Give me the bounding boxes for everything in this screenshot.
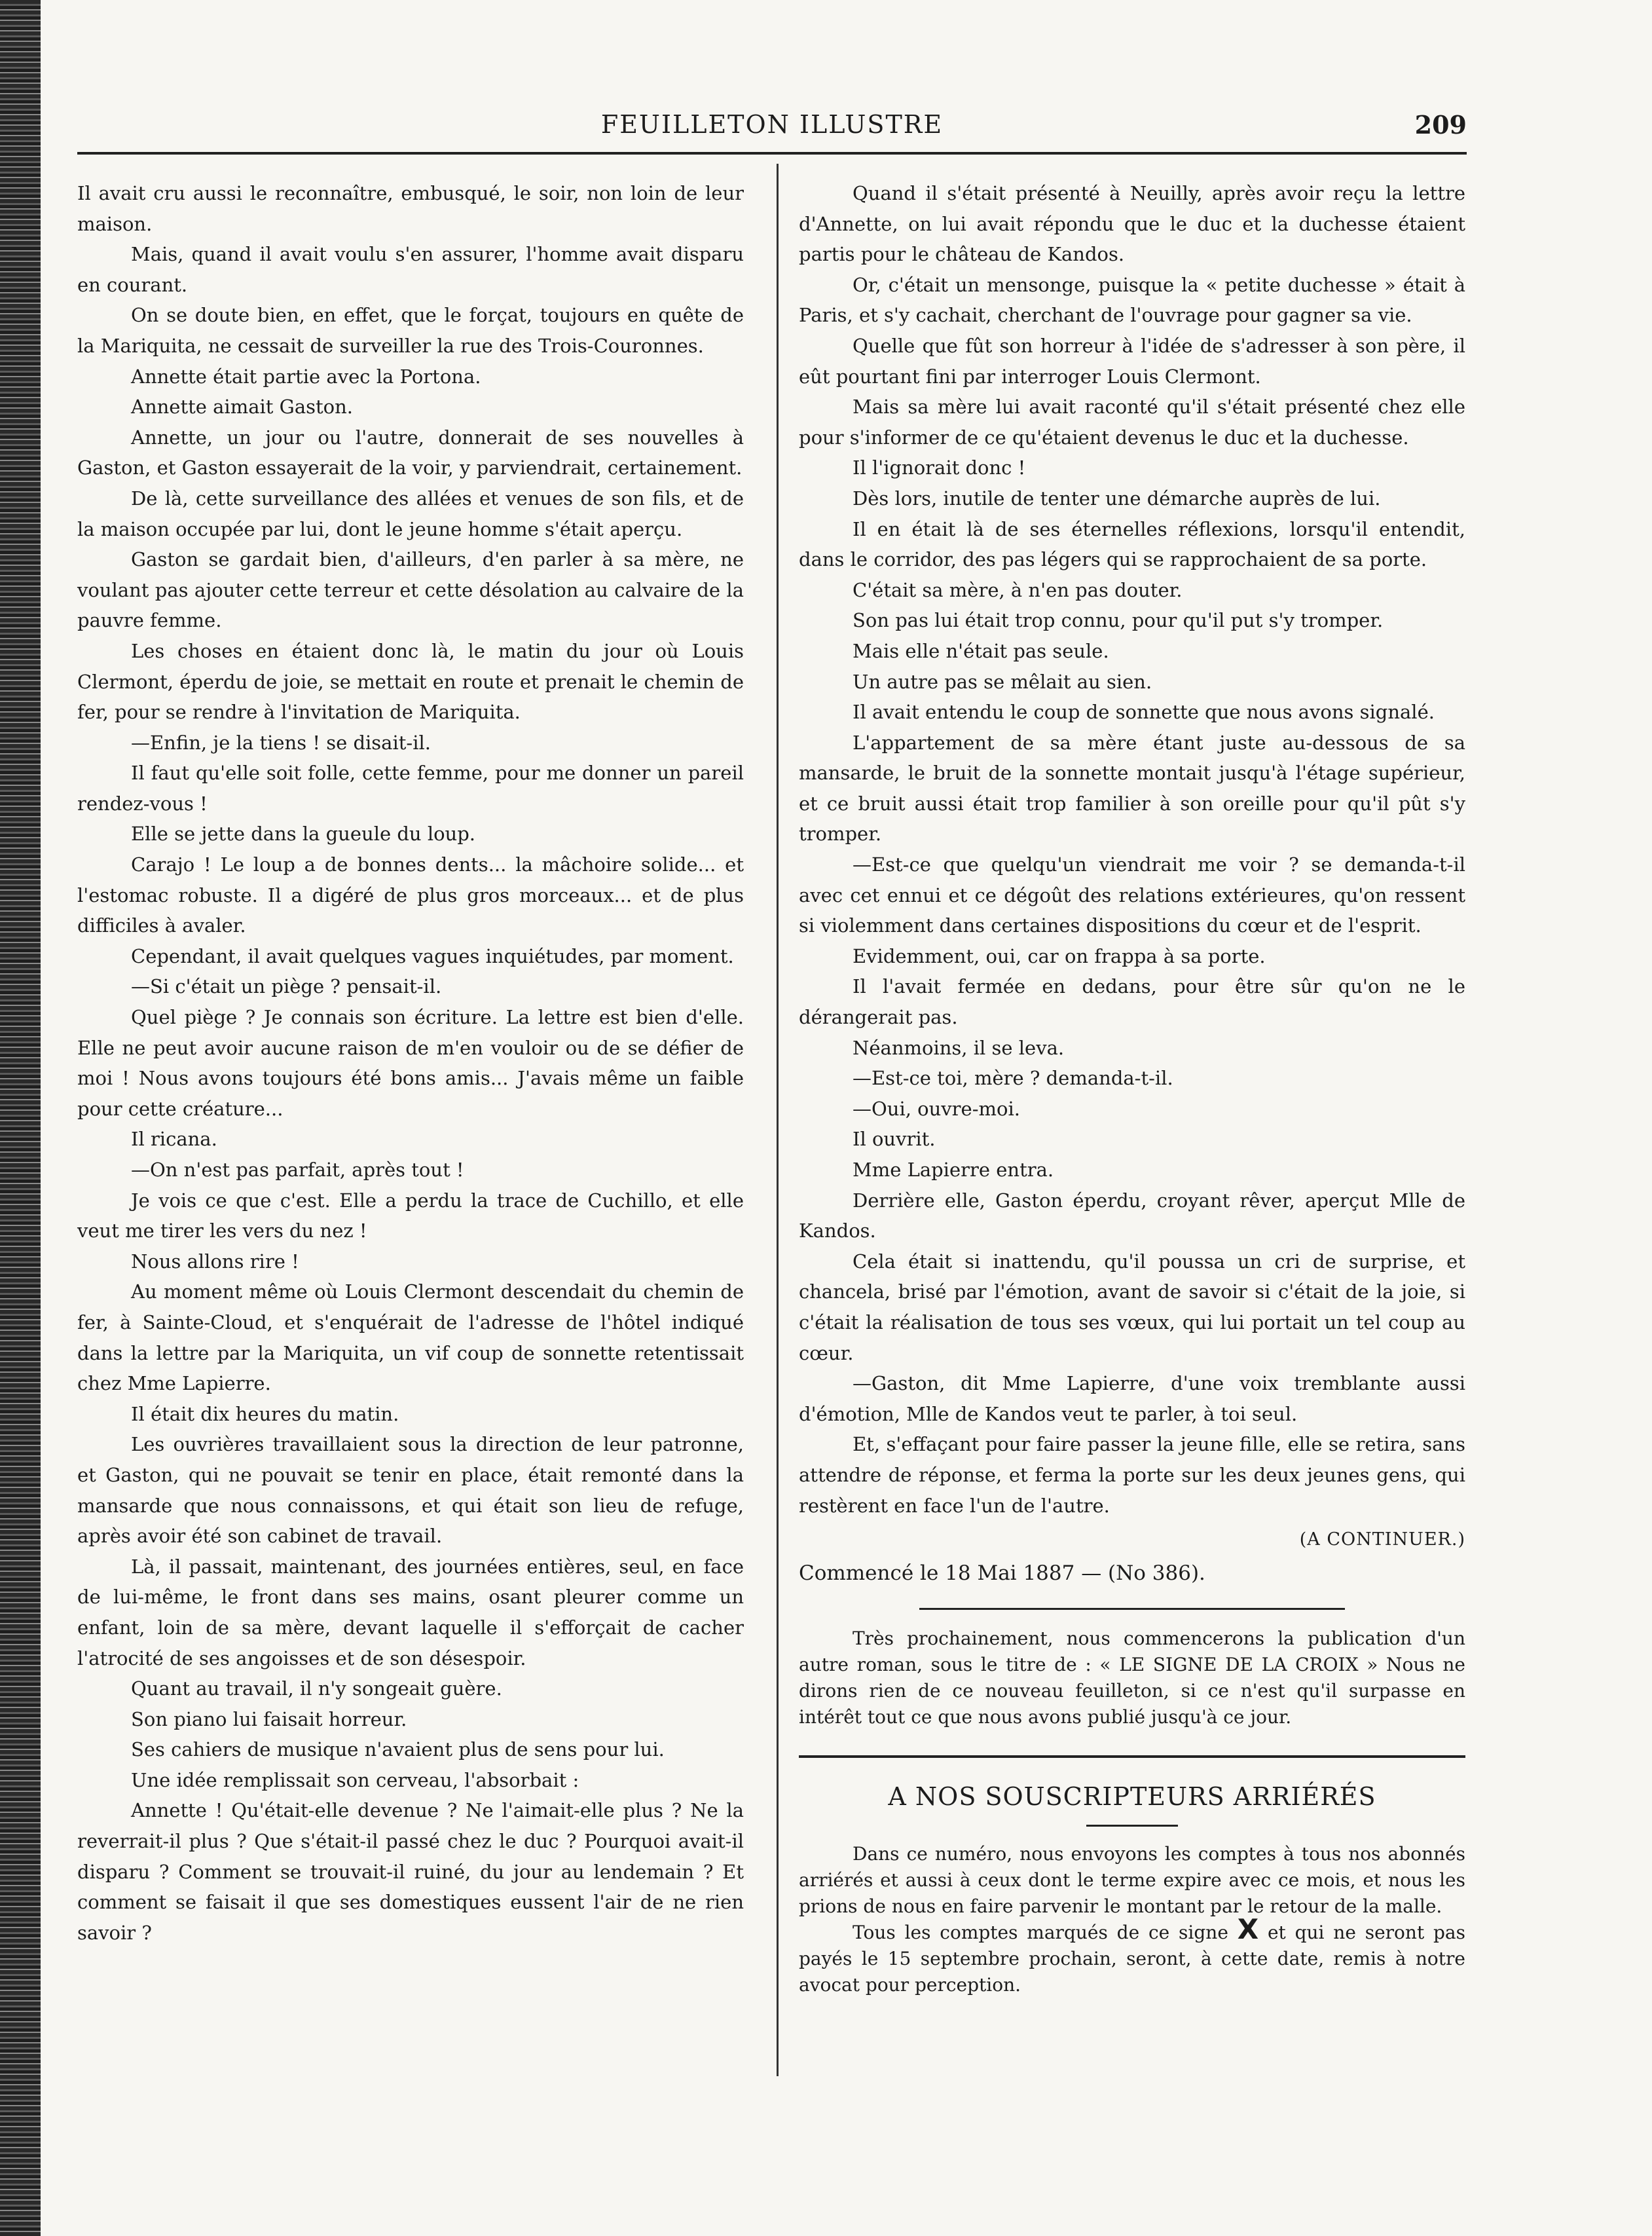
paragraph: Or, c'était un mensonge, puisque la « petite duchesse » était à Paris, et s'y cachait, cherchant de l'ouvrage pour gagner sa vie. — [799, 273, 1465, 327]
paragraph: Et, s'effaçant pour faire passer la jeune fille, elle se retira, sans attendre de réponse, et ferma la porte sur les deux jeunes gens, qui restèrent en face l'un de l'autre. — [799, 1433, 1465, 1517]
paragraph: Il en était là de ses éternelles réflexions, lorsqu'il entendit, dans le corridor, des pas légers qui se rapprochaient de sa porte. — [799, 517, 1465, 571]
paragraph: —On n'est pas parfait, après tout ! — [131, 1159, 464, 1181]
header-rule — [77, 152, 1467, 155]
title-rule — [1086, 1825, 1178, 1827]
paragraph: Mais, quand il avait voulu s'en assurer, l'homme avait disparu en courant. — [77, 243, 744, 296]
paragraph: Il ricana. — [131, 1128, 217, 1151]
paragraph: —Oui, ouvre-moi. — [853, 1097, 1020, 1120]
paragraph: C'était sa mère, à n'en pas douter. — [853, 578, 1183, 601]
subscribers-notice — [799, 1780, 1465, 1998]
paragraph: Mme Lapierre entra. — [853, 1159, 1054, 1181]
right-column — [799, 178, 1465, 1998]
paragraph: Quant au travail, il n'y songeait guère. — [131, 1677, 502, 1700]
paragraph: Néanmoins, il se leva. — [853, 1036, 1065, 1059]
paragraph: On se doute bien, en effet, que le forçat, toujours en quête de la Mariquita, ne cessait de surveiller la rue des Trois-Couronnes. — [77, 304, 744, 357]
column-divider — [777, 164, 779, 2076]
paragraph: Son pas lui était trop connu, pour qu'il put s'y tromper. — [853, 609, 1384, 632]
paragraph: Son piano lui faisait horreur. — [131, 1707, 407, 1730]
paragraph: Il faut qu'elle soit folle, cette femme, pour me donner un pareil rendez-vous ! — [77, 762, 744, 815]
paragraph: Annette ! Qu'était-elle devenue ? Ne l'aimait-elle plus ? Ne la reverrait-il plus ? Que s'était-il passé chez le duc ? Pourquoi avait-il disparu ? Comment se trouvait-il ruiné, du jour au lendemain ? Et comment se faisait il que ses domestiques eussent l'air de ne rien savoir ? — [77, 1799, 744, 1944]
paragraph: Il l'ignorait donc ! — [853, 457, 1026, 479]
paragraph: Annette, un jour ou l'autre, donnerait de ses nouvelles à Gaston, et Gaston essayerait de la voir, y parviendrait, certainement. — [77, 426, 744, 479]
subscribers-text-end: et qui ne seront pas payés le 15 septembre prochain, seront, à cette date, remis à notre avocat pour perception. — [799, 1922, 1465, 1996]
paragraph: Quand il s'était présenté à Neuilly, après avoir reçu la lettre d'Annette, on lui avait répondu que le duc et la duchesse étaient partis pour le château de Kandos. — [799, 182, 1465, 266]
paragraph: Je vois ce que c'est. Elle a perdu la trace de Cuchillo, et elle veut me tirer les vers du nez ! — [77, 1189, 744, 1242]
paragraph: L'appartement de sa mère étant juste au-dessous de sa mansarde, le bruit de la sonnette montait jusqu'à l'étage supérieur, et ce bruit aussi était trop familier à son oreille pour qu'il pût s'y tromper. — [799, 731, 1465, 846]
paragraph: Annette était partie avec la Portona. — [131, 365, 481, 388]
novel-announcement — [799, 1626, 1465, 1730]
paragraph: Elle se jette dans la gueule du loup. — [131, 823, 476, 846]
paragraph: —Est-ce que quelqu'un viendrait me voir ? se demanda-t-il avec cet ennui et ce dégoût des relations extérieures, qu'on ressent si violemment dans certaines dispositions du cœur et de l'esprit. — [799, 853, 1465, 937]
subscribers-text-start: Tous les comptes marqués de ce signe — [853, 1922, 1228, 1944]
announcement-text: Très prochainement, nous commencerons la publication d'un autre roman, sous le titre de : « LE SIGNE DE LA CROIX » Nous ne dirons rien de ce nouveau feuilleton, si ce n'est qu'il surpasse en intérêt tout ce que nous avons publié jusqu'à ce jour. — [799, 1628, 1465, 1728]
paragraph: Les choses en étaient donc là, le matin du jour où Louis Clermont, éperdu de joie, se mettait en route et prenait le chemin de fer, pour se rendre à l'invitation de Mariquita. — [77, 639, 744, 724]
paragraph: Mais elle n'était pas seule. — [853, 639, 1109, 662]
paragraph: Carajo ! Le loup a de bonnes dents... la mâchoire solide... et l'estomac robuste. Il a digéré de plus gros morceaux... et de plus difficiles à avaler. — [77, 853, 744, 937]
page-header — [77, 110, 1467, 144]
to-be-continued: (A CONTINUER.) — [1299, 1529, 1465, 1550]
paragraph: —Enfin, je la tiens ! se disait-il. — [131, 731, 431, 754]
paragraph: —Est-ce toi, mère ? demanda-t-il. — [853, 1067, 1173, 1090]
paragraph: Une idée remplissait son cerveau, l'absorbait : — [131, 1768, 579, 1791]
paragraph: Evidemment, oui, car on frappa à sa porte. — [853, 944, 1266, 967]
paragraph: Gaston se gardait bien, d'ailleurs, d'en parler à sa mère, ne voulant pas ajouter cette terreur et cette désolation au calvaire de la pauvre femme. — [77, 548, 744, 632]
paragraph: Cela était si inattendu, qu'il poussa un cri de surprise, et chancela, brisé par l'émotion, avant de savoir si c'était de la joie, si c'était la réalisation de tous ses vœux, qui lui portait un tel coup au cœur. — [799, 1250, 1465, 1364]
paragraph: Annette aimait Gaston. — [131, 396, 353, 419]
paragraph: Un autre pas se mêlait au sien. — [853, 670, 1152, 693]
paragraph: Les ouvrières travaillaient sous la direction de leur patronne, et Gaston, qui ne pouvait se tenir en place, était remonté dans la mansarde que nous connaissons, et qui était son lieu de refuge, après avoir été son cabinet de travail. — [77, 1433, 744, 1548]
paragraph: Ses cahiers de musique n'avaient plus de sens pour lui. — [131, 1738, 665, 1761]
section-rule — [919, 1608, 1345, 1610]
paragraph: Là, il passait, maintenant, des journées entières, seul, en face de lui-même, le front dans ses mains, osant pleurer comme un enfant, loin de sa mère, devant laquelle il s'efforçait de cacher l'atrocité de ses angoisses et de son désespoir. — [77, 1555, 744, 1669]
paragraph: Il ouvrit. — [853, 1128, 936, 1151]
paragraph: Il avait entendu le coup de sonnette que nous avons signalé. — [853, 701, 1435, 724]
page-number: 209 — [1414, 110, 1467, 140]
paragraph: Dès lors, inutile de tenter une démarche auprès de lui. — [853, 487, 1381, 510]
paragraph: Il l'avait fermée en dedans, pour être sûr qu'on ne le dérangerait pas. — [799, 975, 1465, 1029]
section-rule — [799, 1755, 1465, 1758]
subscribers-title: A NOS SOUSCRIPTEURS ARRIÉRÉS — [888, 1782, 1376, 1812]
paragraph: Derrière elle, Gaston éperdu, croyant rêver, aperçut Mlle de Kandos. — [799, 1189, 1465, 1242]
paragraph: Au moment même où Louis Clermont descendait du chemin de fer, à Sainte-Cloud, et s'enquérait de l'adresse de l'hôtel indiqué dans la lettre par la Mariquita, un vif coup de sonnette retentissait chez Mme Lapierre. — [77, 1280, 744, 1395]
paragraph: Nous allons rire ! — [131, 1250, 299, 1273]
paragraph: Quelle que fût son horreur à l'idée de s'adresser à son père, il eût pourtant fini par interroger Louis Clermont. — [799, 334, 1465, 388]
paragraph: Mais sa mère lui avait raconté qu'il s'était présenté chez elle pour s'informer de ce qu'étaient devenus le duc et la duchesse. — [799, 396, 1465, 449]
paragraph: —Gaston, dit Mme Lapierre, d'une voix tremblante aussi d'émotion, Mlle de Kandos veut te parler, à toi seul. — [799, 1372, 1465, 1425]
paragraph: Quel piège ? Je connais son écriture. La lettre est bien d'elle. Elle ne peut avoir aucune raison de m'en vouloir ou de se défier de moi ! Nous avons toujours été bons amis... J'avais même un faible pour cette créature... — [77, 1006, 744, 1120]
subscribers-text — [799, 1913, 1465, 1998]
paragraph: Cependant, il avait quelques vagues inquiétudes, par moment. — [131, 944, 734, 967]
serial-start-note: Commencé le 18 Mai 1887 — (No 386). — [799, 1561, 1205, 1585]
x-mark-icon: X — [1237, 1913, 1259, 1946]
paragraph: Il avait cru aussi le reconnaître, embusqué, le soir, non loin de leur maison. — [77, 182, 744, 235]
page-title: FEUILLETON ILLUSTRE — [600, 110, 944, 139]
paragraph: Il était dix heures du matin. — [131, 1402, 399, 1425]
paragraph: De là, cette surveillance des allées et venues de son fils, et de la maison occupée par lui, dont le jeune homme s'était aperçu. — [77, 487, 744, 540]
left-column — [77, 178, 744, 1948]
paragraph: —Si c'était un piège ? pensait-il. — [131, 975, 442, 998]
subscribers-text: Dans ce numéro, nous envoyons les comptes à tous nos abonnés arriérés et aussi à ceux dont le terme expire avec ce mois, et nous les prions de nous en faire parvenir le montant par le retour de la malle. — [799, 1843, 1465, 1918]
